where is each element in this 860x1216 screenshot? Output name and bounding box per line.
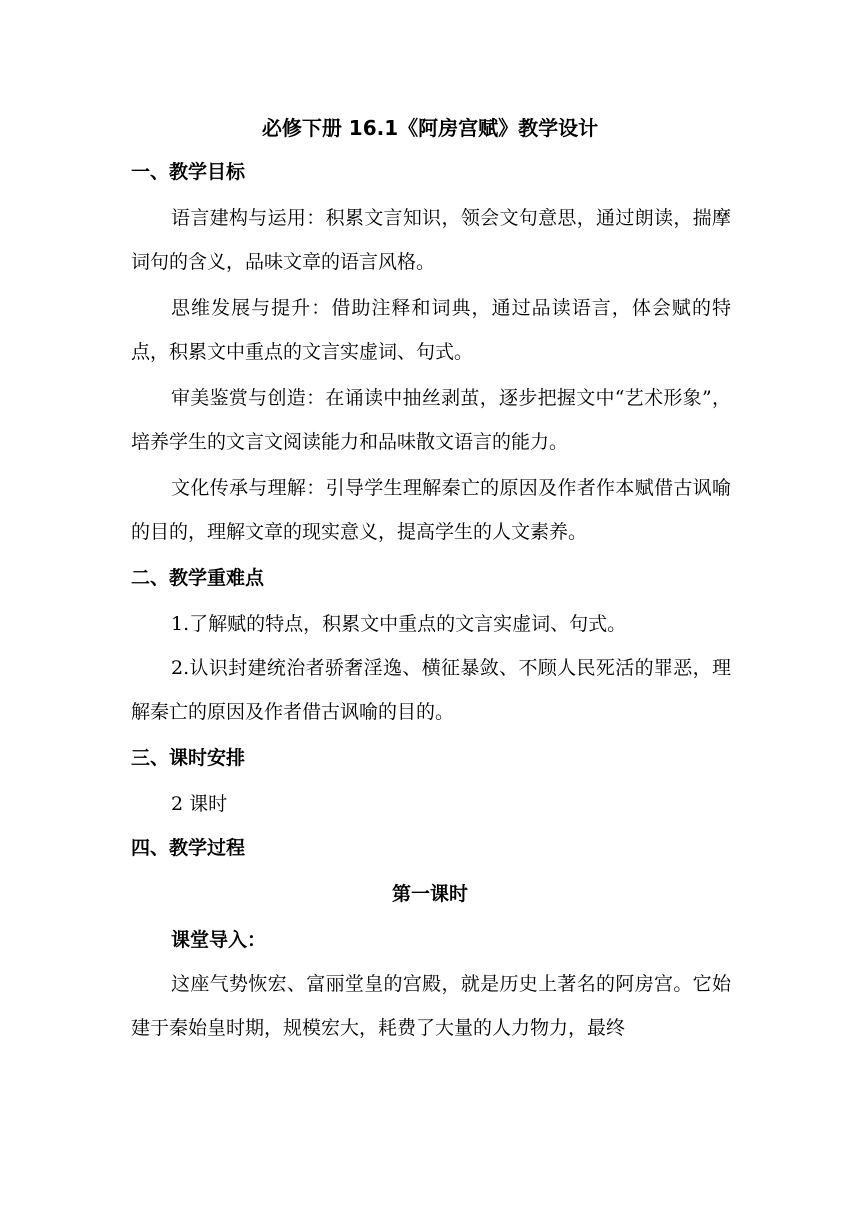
key-point-item-1: 1.了解赋的特点，积累文中重点的文言实虚词、句式。 <box>171 613 627 635</box>
objective-paragraph-culture: 文化传承与理解：引导学生理解秦亡的原因及作者作本赋借古讽喻的目的，理解文章的现实意义，提高学生的人文素养。 <box>131 477 731 543</box>
objective-paragraph-thinking: 思维发展与提升：借助注释和词典，通过品读语言，体会赋的特点，积累文中重点的文言实虚词、句式。 <box>131 297 731 363</box>
section-heading-schedule: 三、课时安排 <box>131 747 246 769</box>
section-heading-process: 四、教学过程 <box>131 837 246 859</box>
objective-paragraph-aesthetic: 审美鉴赏与创造：在诵读中抽丝剥茧，逐步把握文中“艺术形象”，培养学生的文言文阅读能力和品味散文语言的能力。 <box>131 387 731 453</box>
schedule-text: 2 课时 <box>171 793 228 815</box>
lesson-title: 第一课时 <box>391 883 468 905</box>
key-point-item-2: 2.认识封建统治者骄奢淫逸、横征暴敛、不顾人民死活的罪恶，理解秦亡的原因及作者借古讽喻的目的。 <box>131 657 731 723</box>
section-heading-objectives: 一、教学目标 <box>131 161 246 183</box>
intro-paragraph: 这座气势恢宏、富丽堂皇的宫殿，就是历史上著名的阿房宫。它始建于秦始皇时期，规模宏大，耗费了大量的人力物力，最终 <box>131 973 731 1039</box>
intro-heading: 课堂导入： <box>171 929 267 951</box>
section-heading-key-points: 二、教学重难点 <box>131 567 265 589</box>
document-title: 必修下册 16.1《阿房宫赋》教学设计 <box>261 116 599 140</box>
objective-paragraph-language: 语言建构与运用：积累文言知识，领会文句意思，通过朗读，揣摩词句的含义，品味文章的语言风格。 <box>131 207 731 273</box>
